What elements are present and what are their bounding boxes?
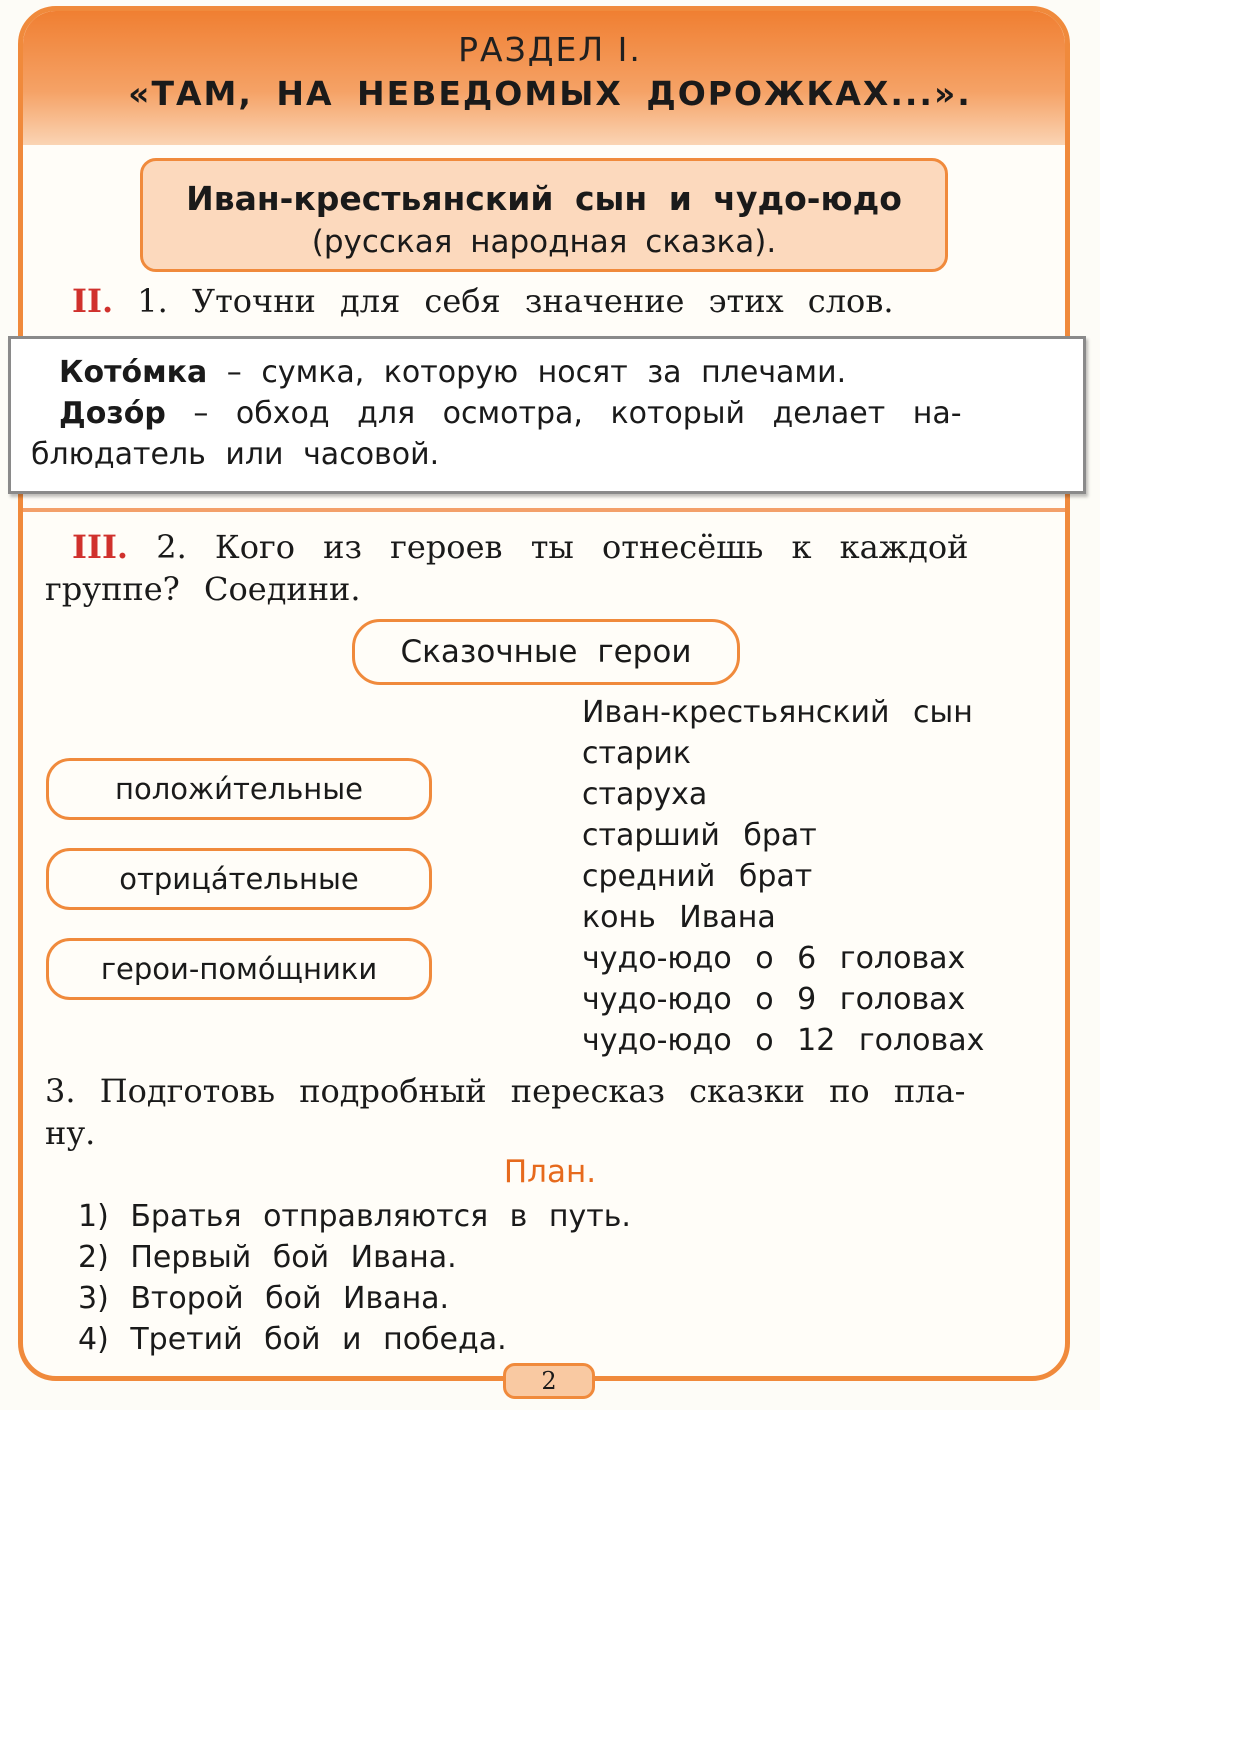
character-item[interactable]: старуха	[582, 777, 708, 812]
page-number: 2	[503, 1363, 595, 1399]
task-1-text: Уточни для себя значение этих слов.	[191, 282, 894, 320]
task-3-text-cont: ну.	[45, 1114, 96, 1152]
task-2-roman: III.	[72, 528, 129, 566]
plan-item: 3) Второй бой Ивана.	[78, 1281, 450, 1316]
character-item[interactable]: средний брат	[582, 859, 813, 894]
vocab-def-dozor-cont: блюдатель или часовой.	[31, 437, 440, 472]
character-item[interactable]: Иван-крестьянский сын	[582, 695, 973, 730]
vocab-word-kotomka: Кото́мка	[59, 355, 208, 390]
character-item[interactable]: конь Ивана	[582, 900, 776, 935]
character-item[interactable]: старик	[582, 736, 692, 771]
character-item[interactable]: старший брат	[582, 818, 817, 853]
character-item[interactable]: чудо-юдо о 9 головах	[582, 982, 966, 1017]
story-title-box	[140, 158, 948, 272]
vocab-word-dozor: Дозо́р	[59, 396, 166, 431]
vocab-def-dozor: – обход для осмотра, который делает на-	[165, 396, 962, 431]
group-helpers[interactable]: герои-помо́щники	[46, 938, 432, 1000]
plan-item: 2) Первый бой Ивана.	[78, 1240, 457, 1275]
plan-list	[78, 1196, 631, 1360]
section-divider	[23, 508, 1065, 512]
character-list	[582, 692, 984, 1061]
character-item[interactable]: чудо-юдо о 12 головах	[582, 1023, 985, 1058]
task-2-text: Кого из героев ты отнесёшь к каждой	[214, 528, 969, 566]
task-1-number: 1.	[137, 282, 168, 320]
story-title: Иван-крестьянский сын и чудо-юдо	[186, 179, 902, 218]
task-2-text-cont: группе? Соедини.	[45, 570, 361, 608]
task-1-roman: II.	[72, 282, 114, 320]
group-negative[interactable]: отрица́тельные	[46, 848, 432, 910]
character-item[interactable]: чудо-юдо о 6 головах	[582, 941, 966, 976]
group-positive[interactable]: положи́тельные	[46, 758, 432, 820]
vocab-entry-dozor	[59, 396, 962, 431]
plan-item: 4) Третий бой и победа.	[78, 1322, 507, 1357]
vocab-entry-kotomka	[59, 355, 846, 390]
plan-title: План.	[503, 1154, 597, 1190]
task-2	[72, 528, 968, 566]
vocab-def-kotomka: – сумка, которую носят за плечами.	[207, 355, 847, 390]
task-3-number: 3.	[45, 1072, 76, 1110]
task-1	[72, 282, 894, 320]
heroes-label-box: Сказочные герои	[352, 619, 740, 685]
task-3-text: Подготовь подробный пересказ сказки по пла-	[99, 1072, 966, 1110]
vocabulary-box	[8, 336, 1086, 494]
story-subtitle: (русская народная сказка).	[311, 224, 777, 260]
section-title: «ТАМ, НА НЕВЕДОМЫХ ДОРОЖКАХ...».	[128, 74, 972, 113]
section-number: РАЗДЕЛ I.	[458, 30, 642, 69]
plan-item: 1) Братья отправляются в путь.	[78, 1199, 631, 1234]
task-3	[45, 1072, 965, 1110]
task-2-number: 2.	[156, 528, 187, 566]
